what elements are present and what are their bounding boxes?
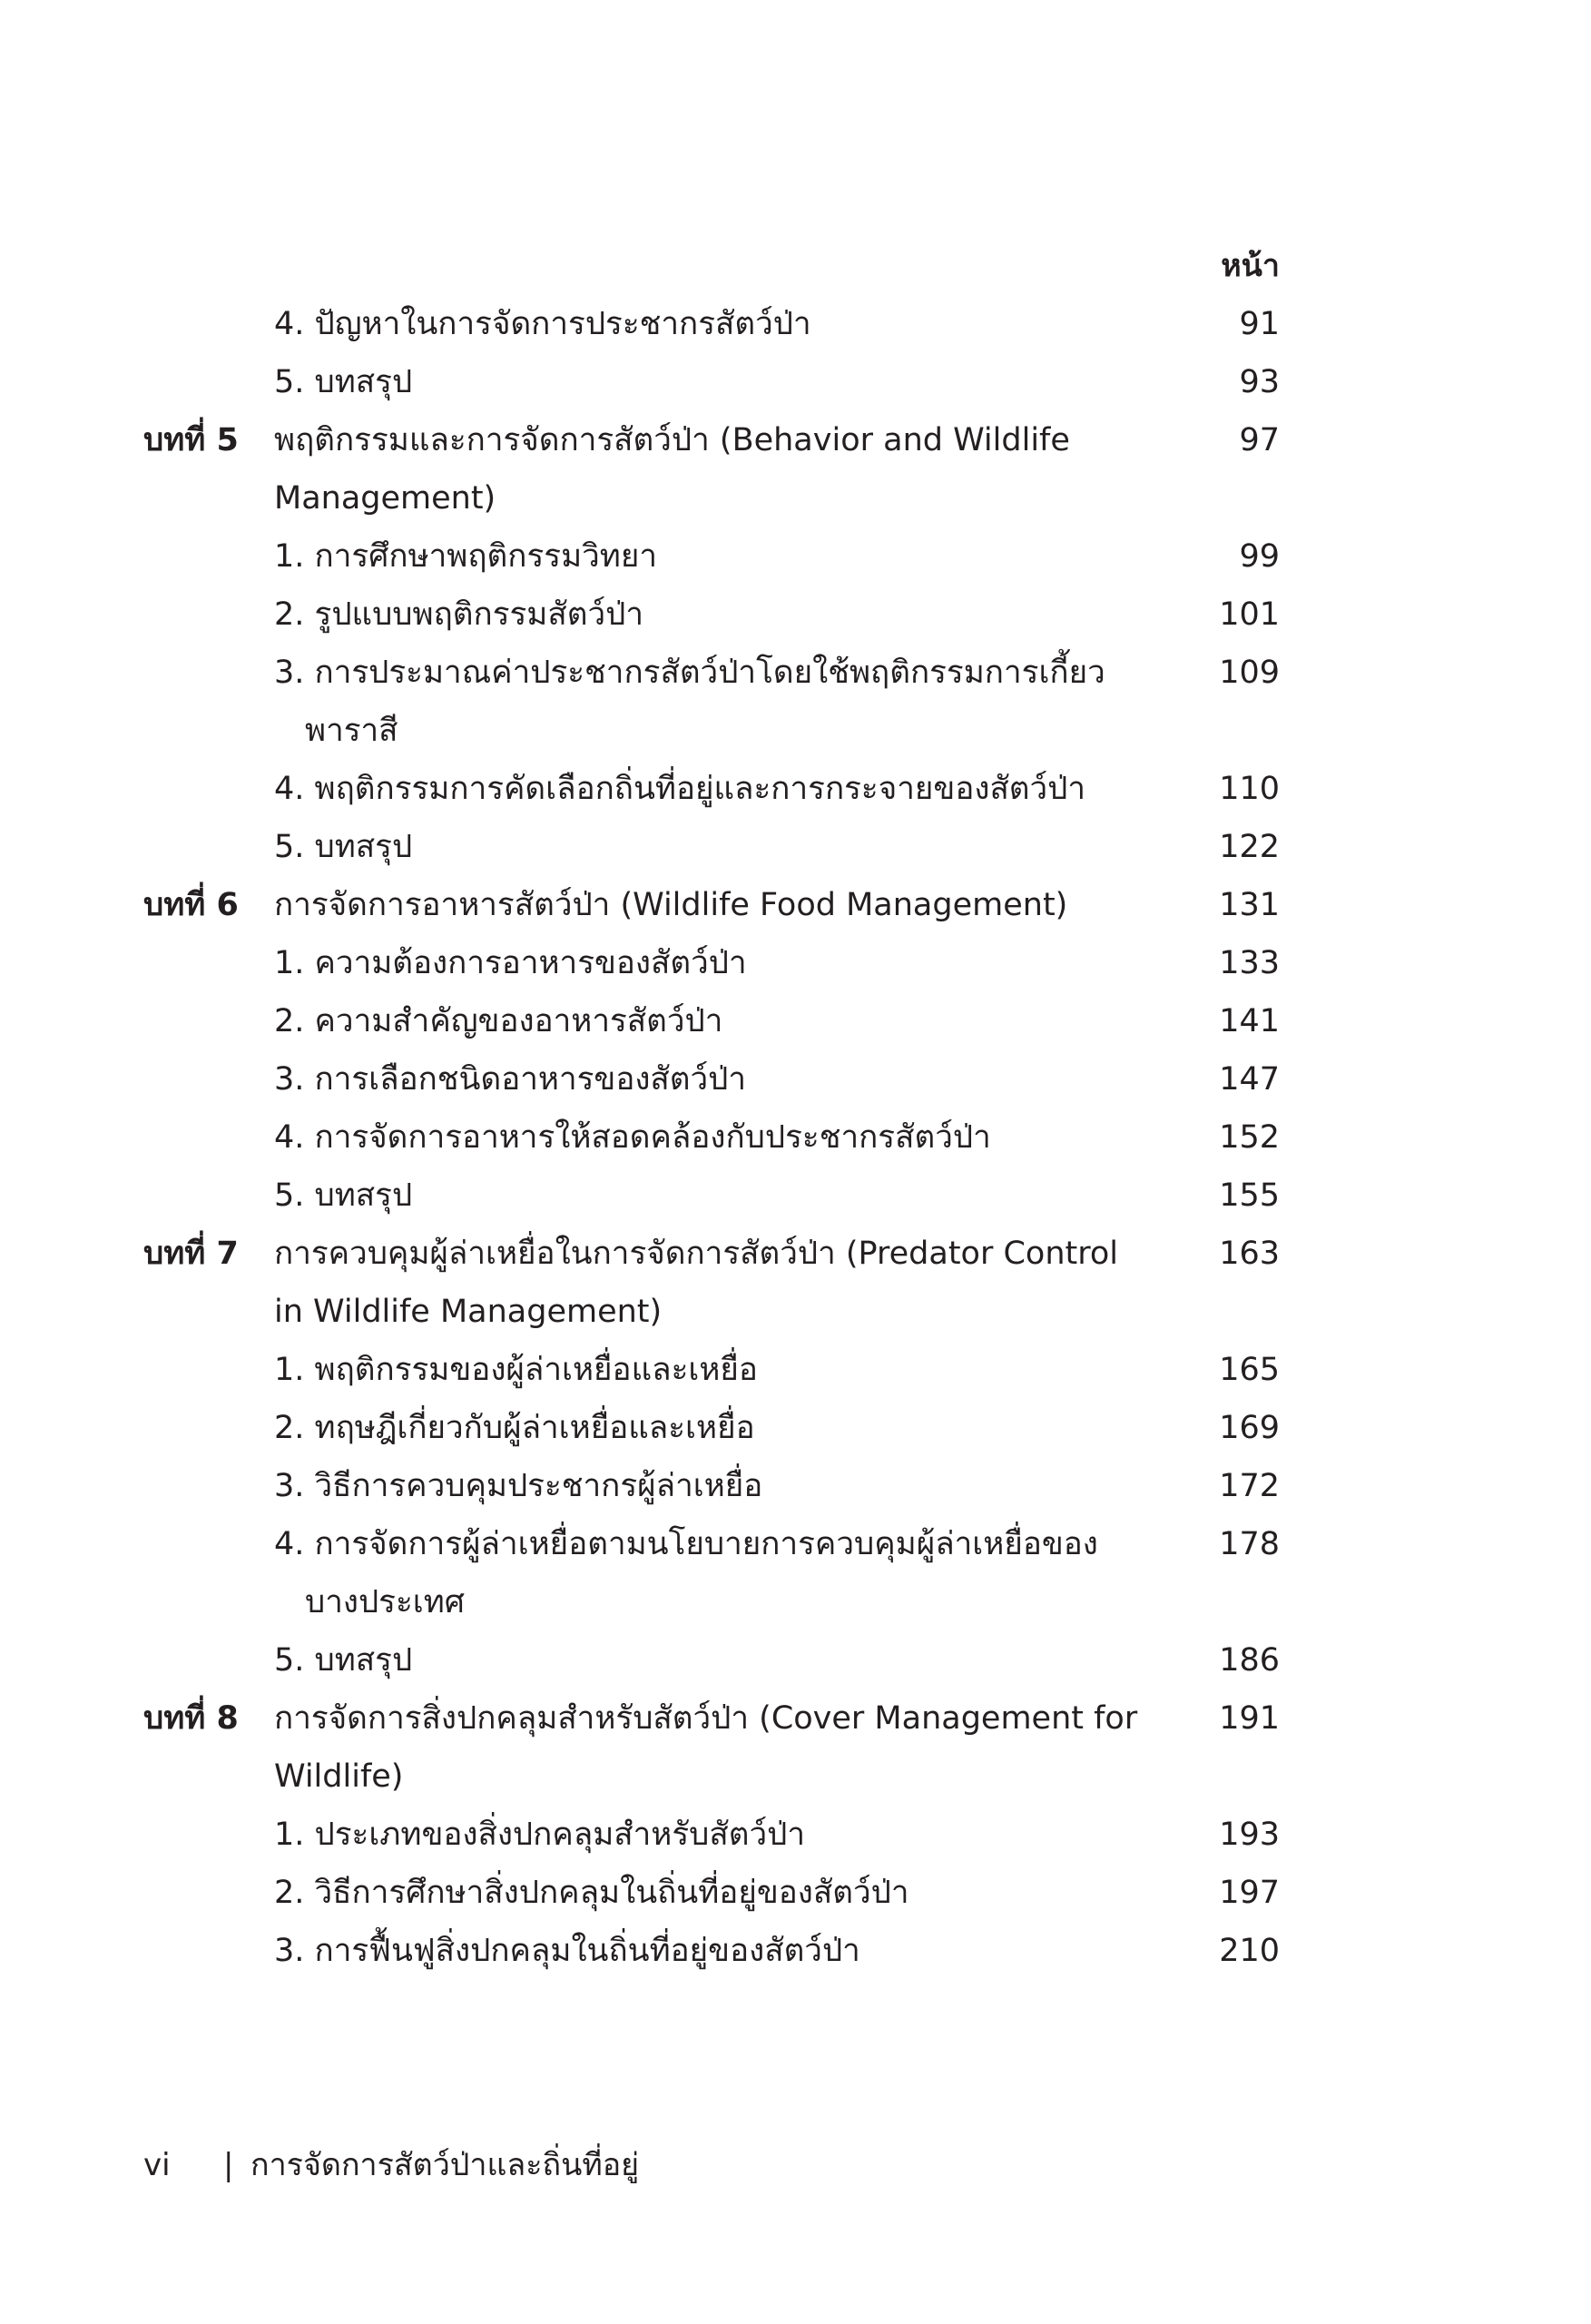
toc-entry-title: 2. รูปแบบพฤติกรรมสัตว์ป่า [274,596,643,633]
toc-page-number: 109 [1219,655,1280,691]
toc-entry-title: 1. การศึกษาพฤติกรรมวิทยา [274,538,658,575]
toc-page-number: 178 [1219,1526,1280,1562]
toc-row [0,702,1591,760]
toc-entry-title: 2. ความสำคัญของอาหารสัตว์ป่า [274,1003,723,1039]
toc-row [0,1631,1591,1689]
toc-entry-title: 1. พฤติกรรมของผู้ล่าเหยื่อและเหยื่อ [274,1352,758,1388]
toc-chapter-row [0,1689,1591,1748]
toc-page-number: 169 [1219,1410,1280,1446]
toc-row [0,1283,1591,1341]
toc-entry-title: บางประเทศ [305,1584,466,1620]
toc-row [0,1341,1591,1399]
toc-entry-title: Management) [274,480,496,517]
toc-page-number: 152 [1219,1119,1280,1156]
toc-chapter-label: บทที่ 5 [143,422,239,458]
toc-chapter-label: บทที่ 6 [143,887,239,923]
toc-page-number: 141 [1219,1003,1280,1039]
toc-entry-title: 4. การจัดการอาหารให้สอดคล้องกับประชากรสัตว์ป่า [274,1119,991,1156]
toc-page-number: 191 [1219,1700,1280,1737]
toc-row [0,934,1591,992]
toc-page-number: 122 [1219,829,1280,865]
toc-page-number: 110 [1219,771,1280,807]
footer-separator: | [223,2147,234,2183]
toc-row [0,295,1591,353]
toc-entry-title: 4. ปัญหาในการจัดการประชากรสัตว์ป่า [274,306,811,342]
toc-entry-title: Wildlife) [274,1758,404,1795]
toc-page-number: 197 [1219,1875,1280,1911]
toc-chapter-label: บทที่ 7 [143,1236,239,1272]
toc-row [0,1515,1591,1573]
toc-entry-title: 5. บทสรุป [274,1642,413,1679]
toc-chapter-row [0,1225,1591,1283]
toc-row [0,818,1591,876]
toc-page-number: 147 [1219,1061,1280,1098]
toc-page-number: 165 [1219,1352,1280,1388]
toc-entry-title: 4. การจัดการผู้ล่าเหยื่อตามนโยบายการควบคุมผู้ล่าเหยื่อของ [274,1526,1098,1562]
toc-page-number: 186 [1219,1642,1280,1679]
toc-entry-title: พฤติกรรมและการจัดการสัตว์ป่า (Behavior and Wildlife [274,422,1070,458]
toc-entry-title: 3. การฟื้นฟูสิ่งปกคลุมในถิ่นที่อยู่ของสัตว์ป่า [274,1933,860,1969]
footer-book-title: การจัดการสัตว์ป่าและถิ่นที่อยู่ [250,2147,640,2183]
toc-entry-title: 4. พฤติกรรมการคัดเลือกถิ่นที่อยู่และการกระจายของสัตว์ป่า [274,771,1086,807]
toc-row [0,1573,1591,1631]
toc-row [0,1922,1591,1980]
toc-entry-title: 5. บทสรุป [274,829,413,865]
toc-row [0,1864,1591,1922]
toc-entry-title: 3. การเลือกชนิดอาหารของสัตว์ป่า [274,1061,747,1098]
toc-row [0,469,1591,527]
toc-page-number: 210 [1219,1933,1280,1969]
toc-page-number: 97 [1239,422,1280,458]
toc-entry-title: 3. การประมาณค่าประชากรสัตว์ป่าโดยใช้พฤติกรรมการเกี้ยว [274,655,1105,691]
toc-entry-title: in Wildlife Management) [274,1294,663,1330]
toc-entry-title: การจัดการอาหารสัตว์ป่า (Wildlife Food Management) [274,887,1068,923]
toc-page-number: 172 [1219,1468,1280,1504]
page-column-header: หน้า [1221,248,1280,284]
toc-row [0,1108,1591,1167]
toc-page-number: 133 [1219,945,1280,981]
toc-row [0,1457,1591,1515]
toc-page-number: 131 [1219,887,1280,923]
toc-entry-title: พาราสี [305,713,398,749]
toc-entry-title: 1. ความต้องการอาหารของสัตว์ป่า [274,945,747,981]
toc-row [0,644,1591,702]
toc-row [0,1050,1591,1108]
toc-page-number: 163 [1219,1236,1280,1272]
toc-page-number: 93 [1239,364,1280,400]
toc-row [0,1748,1591,1806]
toc-row [0,527,1591,586]
toc-page-number: 193 [1219,1817,1280,1853]
footer-page-number: vi [143,2147,171,2183]
toc-entry-title: 1. ประเภทของสิ่งปกคลุมสำหรับสัตว์ป่า [274,1817,805,1853]
toc-row [0,1399,1591,1457]
toc-entry-title: 5. บทสรุป [274,1177,413,1214]
toc-entry-title: การควบคุมผู้ล่าเหยื่อในการจัดการสัตว์ป่า (Predator Control [274,1236,1118,1272]
toc-chapter-row [0,411,1591,469]
toc-chapter-row [0,876,1591,934]
toc-entry-title: 2. วิธีการศึกษาสิ่งปกคลุมในถิ่นที่อยู่ของสัตว์ป่า [274,1875,909,1911]
toc-page-number: 99 [1239,538,1280,575]
toc-entry-title: 3. วิธีการควบคุมประชากรผู้ล่าเหยื่อ [274,1468,763,1504]
toc-row [0,1806,1591,1864]
toc-row [0,586,1591,644]
toc-entry-title: 5. บทสรุป [274,364,413,400]
toc-entry-title: 2. ทฤษฎีเกี่ยวกับผู้ล่าเหยื่อและเหยื่อ [274,1410,755,1446]
toc-page-number: 155 [1219,1177,1280,1214]
toc-page-number: 101 [1219,596,1280,633]
toc-chapter-label: บทที่ 8 [143,1700,239,1737]
toc-page-number: 91 [1239,306,1280,342]
toc-row [0,1167,1591,1225]
toc-row [0,353,1591,411]
toc-row [0,992,1591,1050]
toc-entry-title: การจัดการสิ่งปกคลุมสำหรับสัตว์ป่า (Cover Management for [274,1700,1138,1737]
toc-row [0,760,1591,818]
